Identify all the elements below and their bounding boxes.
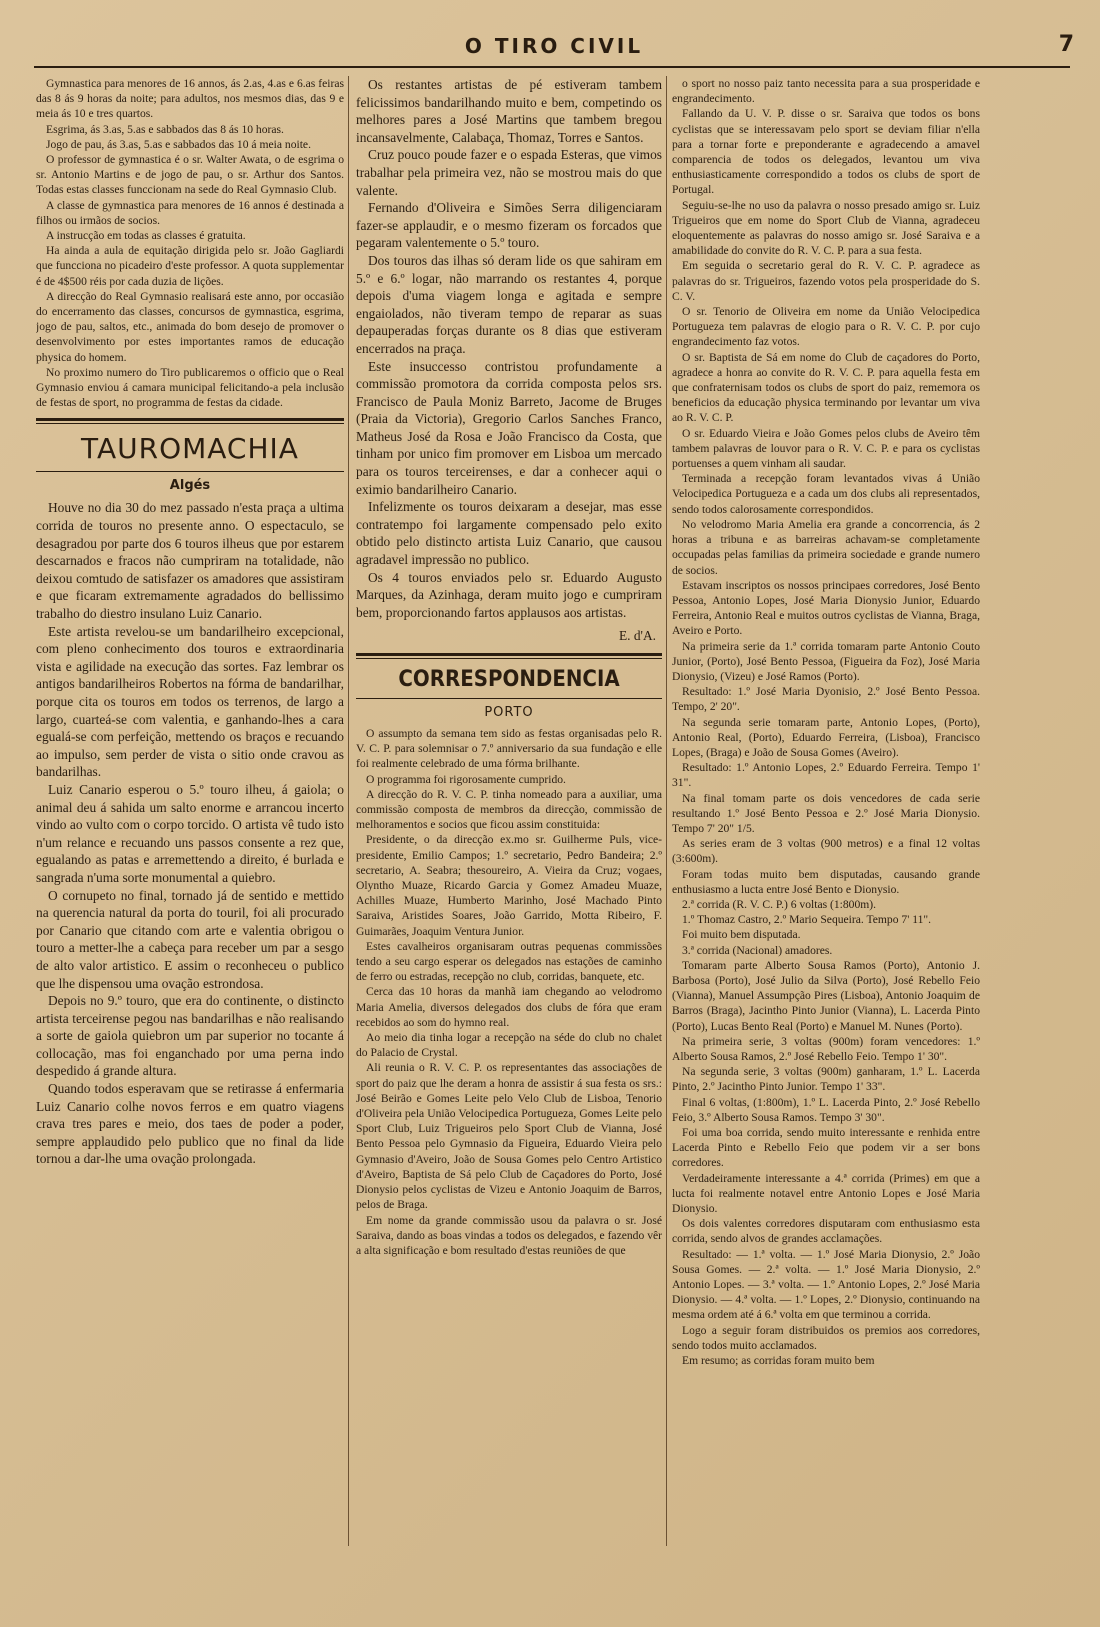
paragraph: No proximo numero do Tiro publicaremos o officio que o Real Gymnasio enviou á camara municipal felicitando-a pela inclusão de festas de sport, no programma de festas da cidade. [36, 365, 344, 410]
column-2 [356, 76, 662, 1556]
paragraph: As series eram de 3 voltas (900 metros) e a final 12 voltas (3:600m). [672, 837, 980, 866]
paragraph: Seguiu-se-lhe no uso da palavra o nosso presado amigo sr. Luiz Trigueiros que em nome do Sport Club de Vianna, agradeceu eloquentemente as palavras do nosso amigo sr. José Saraiva e a amabilidade do convite do R. V. C. P. para a sua festa. [672, 198, 980, 258]
paragraph: Resultado: 1.º Antonio Lopes, 2.º Eduardo Ferreira. Tempo 1' 31". [672, 761, 980, 790]
paragraph: Jogo de pau, ás 3.as, 5.as e sabbados das 10 á meia noite. [46, 137, 311, 151]
paragraph: Em seguida o secretario geral do R. V. C. P. agradece as palavras do sr. Trigueiros, fazendo votos pela prosperidade do S. C. V. [672, 259, 980, 303]
paragraph: Dos touros das ilhas só deram lide os que sahiram em 5.º e 6.º logar, não marrando os restantes 4, porque depois d'uma viagem longa e agitada e sempre engaiolados, não tiveram tempo de reparar as suas depauperadas forças durante os 8 dias que estiveram encerrados na praça. [356, 252, 662, 356]
paragraph: Houve no dia 30 do mez passado n'esta praça a ultima corrida de touros no presente anno. O espectaculo, se desagradou por parte dos 6 touros ilheus que por estarem descarnados e fracos não cumpriram na totalidade, não deixou comtudo de satisfazer os amadores que assistiram e que ficaram extremamente agradados do bellissimo trabalho do diestro insulano Luiz Canario. [36, 500, 344, 622]
paragraph: Foi muito bem disputada. [682, 928, 801, 942]
paragraph: Terminada a recepção foram levantados vivas á União Velocipedica Portugueza e a cada um dos clubs ali representados, sendo todos calorosamente correspondidos. [672, 472, 980, 516]
tauromachia-section [36, 418, 344, 1168]
paragraph: Quando todos esperavam que se retirasse á enfermaria Luiz Canario colhe novos ferros e em quatro viagens crava tres pares e meio, dos taes de poder a poder, sempre applaudido pelo publico que no final da lide tornou a dar-lhe uma ovação prolongada. [36, 1081, 344, 1167]
section-title: CORRESPONDENCIA [398, 667, 620, 692]
column-rule [666, 76, 667, 1546]
paragraph: O assumpto da semana tem sido as festas organisadas pelo R. V. C. P. para solemnisar o 7.º anniversario da sua fundação e elle foi realmente celebrado de uma fórma brilhante. [356, 727, 662, 771]
header-rule [34, 66, 1070, 68]
paragraph: O sr. Tenorio de Oliveira em nome da União Velocipedica Portugueza tem palavras de elogio para o R. V. C. P. por cujo engrandecimento faz votos. [672, 305, 980, 349]
paragraph: O programma foi rigorosamente cumprido. [366, 772, 566, 786]
paragraph: 3.ª corrida (Nacional) amadores. [682, 943, 833, 957]
paragraph: Este insuccesso contristou profundamente a commissão promotora da corrida composta pelos srs. Francisco de Paula Moniz Barreto, Jacome de Bruges (Praia da Victoria), Gregorio Carlos Sanches Franco, Matheus José da Rosa e João Francisco da Costa, que tinham por unico fim promover em Lisboa um mercado para os touros terceirenses, e dar a conhecer aqui o eximio bandarilheiro Canario. [356, 358, 662, 497]
correspondencia-section [356, 653, 662, 1258]
paragraph: Depois no 9.º touro, que era do continente, o distincto artista terceirense pegou nas bandarilhas e não realisando a sorte de gaiola quiebron um par superior no tocante á collocação, mas foi enganchado por uma perna indo despedido á grande altura. [36, 993, 344, 1079]
article-body [36, 499, 344, 1168]
paragraph: O professor de gymnastica é o sr. Walter Awata, o de esgrima o sr. Antonio Martins e de jogo de pau, o sr. Arthur dos Santos. Todas estas classes funccionam na sede do Real Gymnasio Club. [36, 153, 344, 197]
paragraph: Na segunda serie, 3 voltas (900m) ganharam, 1.º L. Lacerda Pinto, 2.º Jacintho Pinto Junior. Tempo 1' 33". [672, 1065, 980, 1094]
column-1 [36, 76, 344, 1556]
paragraph: 1.º Thomaz Castro, 2.º Mario Sequeira. Tempo 7' 11". [682, 913, 932, 927]
paragraph: Este artista revelou-se um bandarilheiro excepcional, com pleno conhecimento dos touros e extraordinaria vista e agilidade na execução das sortes. Faz lembrar os antigos bandarilheiros Robertos na fórma de bandarilhar, porque cita os touros em todos os terrenos, de largo a largo, cuarteá-se com valentia, e ganhando-lhes a cara egualá-se com perfeição, mettendo os braços e recuando ao impulso, sem perder de vista o sitio onde cravou as bandarilhas. [36, 623, 344, 780]
paragraph: Cruz pouco poude fazer e o espada Esteras, que vimos trabalhar pela primeira vez, não se mostrou mais do que valente. [356, 147, 662, 198]
paragraph: A classe de gymnastica para menores de 16 annos é destinada a filhos ou irmãos de socios. [36, 198, 344, 227]
paragraph: Resultado: — 1.ª volta. — 1.º José Maria Dionysio, 2.º João Sousa Gomes. — 2.ª volta. — 1.º José Maria Dionysio, 2.º Antonio Lopes. — 3.ª volta. — 1.º Antonio Lopes, 2.º José Maria Dionysio. — 4.ª volta. — 1.º Lopes, 2.º Dionysio, continuando na mesma ordem até á 6.ª volta em que terminou a corrida. [672, 1247, 980, 1322]
paragraph: Os 4 touros enviados pelo sr. Eduardo Augusto Marques, da Azinhaga, deram muito jogo e cumpriram bem, proporcionando fartos applausos aos artistas. [356, 569, 662, 620]
article-signature: E. d'A. [618, 628, 656, 644]
paragraph: Final 6 voltas, (1:800m), 1.º L. Lacerda Pinto, 2.º José Rebello Feio, 3.º Alberto Sousa Ramos. Tempo 3' 30". [672, 1095, 980, 1124]
paragraph: A instrucção em todas as classes é gratuita. [46, 229, 246, 243]
article-subhead: Algés [169, 478, 211, 494]
running-head [34, 30, 1074, 64]
paragraph: Infelizmente os touros deixaram a desejar, mas esse contratempo foi largamente compensado pelo exito obtido pelo distincto artista Luiz Canario, que causou agradavel impressão no publico. [356, 499, 662, 568]
paragraph: Foi uma boa corrida, sendo muito interessante e renhida entre Lacerda Pinto e Rebello Feio que podem vir a ser bons corredores. [672, 1126, 980, 1170]
paragraph: Estavam inscriptos os nossos principaes corredores, José Bento Pessoa, Antonio Lopes, José Maria Dionysio Junior, Eduardo Ferreira, Antonio Real e muitos outros cyclistas de Vianna, Braga, Aveiro e Porto. [672, 578, 980, 638]
section-rule [356, 698, 662, 699]
paragraph: Na primeira serie, 3 voltas (900m) foram vencedores: 1.º Alberto Sousa Ramos, 2.º José Rebello Feio. Tempo 1' 30". [672, 1034, 980, 1063]
article-body [356, 76, 662, 645]
paragraph: Ao meio dia tinha logar a recepção na séde do club no chalet do Palacio de Crystal. [356, 1031, 662, 1060]
paragraph: o sport no nosso paiz tanto necessita para a sua prosperidade e engrandecimento. [672, 77, 980, 106]
section-rule [36, 471, 344, 472]
paragraph: A direcção do Real Gymnasio realisará este anno, por occasião do encerramento das classes, concursos de gymnastica, esgrima, jogo de pau, saltos, etc., animada do bom desejo de promover o desenvolvimento por estes importantes ramos de educação physica do homem. [36, 289, 344, 364]
section-rule [36, 418, 344, 424]
section-title: TAUROMACHIA [81, 432, 299, 466]
paragraph: Na segunda serie tomaram parte, Antonio Lopes, (Porto), Antonio Real, (Porto), Eduardo Ferreira, (Lisboa), Francisco Lopes, (Braga) e João de Sousa Gomes (Aveiro). [672, 715, 980, 759]
article-subhead: PORTO [484, 705, 534, 720]
paragraph: Fernando d'Oliveira e Simões Serra diligenciaram fazer-se applaudir, e o mesmo fizeram os forcados que pegaram valentemente o 5.º touro. [356, 200, 662, 251]
paragraph: Luiz Canario esperou o 5.º touro ilheu, á gaiola; o animal deu á sahida um salto enorme e arrancou incerto vindo ao vulto com o corpo torcido. O artista vê tudo isto n'um relance e recuando uns passos consente a rez que, egualando as patas e arremettendo a direito, é burlada e sangrada n'uma sorte monumental a quiebro. [36, 781, 344, 885]
paragraph: Os dois valentes corredores disputaram com enthusiasmo esta corrida, sendo alvos de grandes acclamações. [672, 1217, 980, 1246]
paragraph: Fallando da U. V. P. disse o sr. Saraiva que todos os bons cyclistas que se interessavam pelo sport se deviam filiar n'ella para a tornar forte e preponderante e agradecendo a amavel comparencia de todos os delegados, levantou um viva enthusiasticamente correspondido a todos os clubs de sport de Portugal. [672, 107, 980, 197]
paragraph: A direcção do R. V. C. P. tinha nomeado para a auxiliar, uma commissão composta de membros da direcção, commissão de melhoramentos e socios que ficou assim constituida: [356, 787, 662, 832]
paragraph: Ha ainda a aula de equitação dirigida pelo sr. João Gagliardi que funcciona no picadeiro d'este professor. A quota supplementar é de 4$500 réis por cada duzia de lições. [36, 244, 344, 288]
paragraph: Em nome da grande commissão usou da palavra o sr. José Saraiva, dando as boas vindas a todos os delegados, e fazendo vêr a alta significação e bom resultado d'estas reuniões de que [356, 1213, 662, 1257]
column-rule [348, 76, 349, 1546]
paragraph: Tomaram parte Alberto Sousa Ramos (Porto), Antonio J. Barbosa (Porto), José Julio da Silva (Porto), José Rebello Feio (Vianna), Manuel Assumpção Pires (Lisboa), Antonio Joaquim de Barros (Braga), Jacintho Pinto Junior (Vianna), L. Lacerda Pinto (Porto), Lucas Bento Real (Porto) e Manuel M. Nunes (Porto). [672, 958, 980, 1033]
paragraph: Foram todas muito bem disputadas, causando grande enthusiasmo a lucta entre José Bento e Dionysio. [672, 867, 980, 896]
paragraph: O sr. Eduardo Vieira e João Gomes pelos clubs de Aveiro têm tambem palavras de louvor para o R. V. C. P. e para os cyclistas portuenses a quem vinham ali saudar. [672, 426, 980, 471]
paragraph: Presidente, o da direcção ex.mo sr. Guilherme Puls, vice-presidente, Emilio Campos; 1.º secretario, Pedro Bandeira; 2.º secretario, A. Seabra; thesoureiro, A. Vieira da Cruz; vogaes, Olyntho Muaze, Ricardo Garcia y Gomez Amadeu Muaze, Achilles Muaze, Humberto Marinho, José Machado Pinto Saraiva, Aristides Soares, João Garrido, Motta Ribeiro, F. Guimarães, Joaquim Ventura Junior. [356, 833, 662, 938]
column-3 [672, 76, 980, 1556]
paragraph: O cornupeto no final, tornado já de sentido e mettido na querencia natural da porta do touril, foi ali procurado por Canario que citando com arte e valentia obrigou o touro a metter-lhe a cabeça para receber um par a sesgo de alto valor artistico. E assim o reconheceu o publico que lhe dispensou uma ovação estrondosa. [36, 887, 344, 991]
paragraph: Os restantes artistas de pé estiveram tambem felicissimos bandarilhando muito e bem, competindo os melhores pares a José Martins que tambem bregou incansavelmente, Calabaça, Thomaz, Torres e Santos. [356, 77, 662, 145]
paragraph: Resultado: 1.º José Maria Dyonisio, 2.º José Bento Pessoa. Tempo, 2' 20". [672, 685, 980, 714]
section-rule [356, 653, 662, 659]
paragraph: Logo a seguir foram distribuidos os premios aos corredores, sendo todos muito acclamados. [672, 1323, 980, 1352]
gymnastics-notice [36, 76, 344, 410]
newspaper-title: O TIRO CIVIL [464, 34, 644, 58]
paragraph: No velodromo Maria Amelia era grande a concorrencia, ás 2 horas a tribuna e as barreiras achavam-se completamente occupadas pelas familias da primeira sociedade e grande numero de socios. [672, 517, 980, 577]
paragraph: Estes cavalheiros organisaram outras pequenas commissões tendo a seu cargo esperar os delegados nas estações de caminho de ferro ou estradas, recepção no club, corridas, banquete, etc. [356, 939, 662, 984]
paragraph: Esgrima, ás 3.as, 5.as e sabbados das 8 ás 10 horas. [46, 122, 284, 136]
paragraph: Ali reunia o R. V. C. P. os representantes das associações de sport do paiz que lhe deram a honra de assistir á sua festa os srs.: José Beirão e Gomes Leite pelo Velo Club de Lisboa, Tenorio d'Oliveira pela União Velocipedica Portugueza, Gomes Leite pelo Sport Club, Luiz Trigueiros pelo Sport Club de Vianna, José Bento Pessoa pelo Gymnasio da Figueira, Eduardo Vieira pelo Gymnasio d'Aveiro, João de Sousa Gomes pelo Centro Artistico d'Aveiro, Baptista de Sá pelo Club de Caçadores do Porto, José Dionysio pelos cyclistas de Vizeu e Antonio Joaquim de Barros, pelos de Braga. [356, 1061, 662, 1212]
paragraph: Verdadeiramente interessante a 4.ª corrida (Primes) em que a lucta foi realmente notavel entre Antonio Lopes e José Maria Dionysio. [672, 1171, 980, 1216]
paragraph: Na primeira serie da 1.ª corrida tomaram parte Antonio Couto Junior, (Porto), José Bento Pessoa, (Figueira da Foz), José Maria Dionysio, (Vizeu) e José Ramos (Porto). [672, 639, 980, 683]
paragraph: O sr. Baptista de Sá em nome do Club de caçadores do Porto, agradece a honra ao convite do R. V. C. P. para aquella festa em que confraternisam todos os clubs de sport do paiz, rememora os beneficios da educação physica terminando por levantar um viva ao R. V. C. P. [672, 350, 980, 425]
paragraph: 2.ª corrida (R. V. C. P.) 6 voltas (1:800m). [682, 897, 877, 911]
page-number: 7 [1058, 32, 1074, 57]
paragraph: Em resumo; as corridas foram muito bem [682, 1354, 875, 1368]
correspondence-body [356, 726, 662, 1258]
paragraph: Cerca das 10 horas da manhã iam chegando ao velodromo Maria Amelia, diversos delegados dos clubs de fóra que eram recebidos ao som do hymno real. [356, 985, 662, 1029]
paragraph: Na final tomam parte os dois vencedores de cada serie resultando 1.º José Bento Pessoa e 2.º José Maria Dionysio. Tempo 7' 20" 1/5. [672, 791, 980, 835]
paragraph: Gymnastica para menores de 16 annos, ás 2.as, 4.as e 6.as feiras das 8 ás 9 horas da noite; para adultos, nos mesmos dias, das 9 e meia ás 10 e tres quartos. [36, 77, 344, 121]
